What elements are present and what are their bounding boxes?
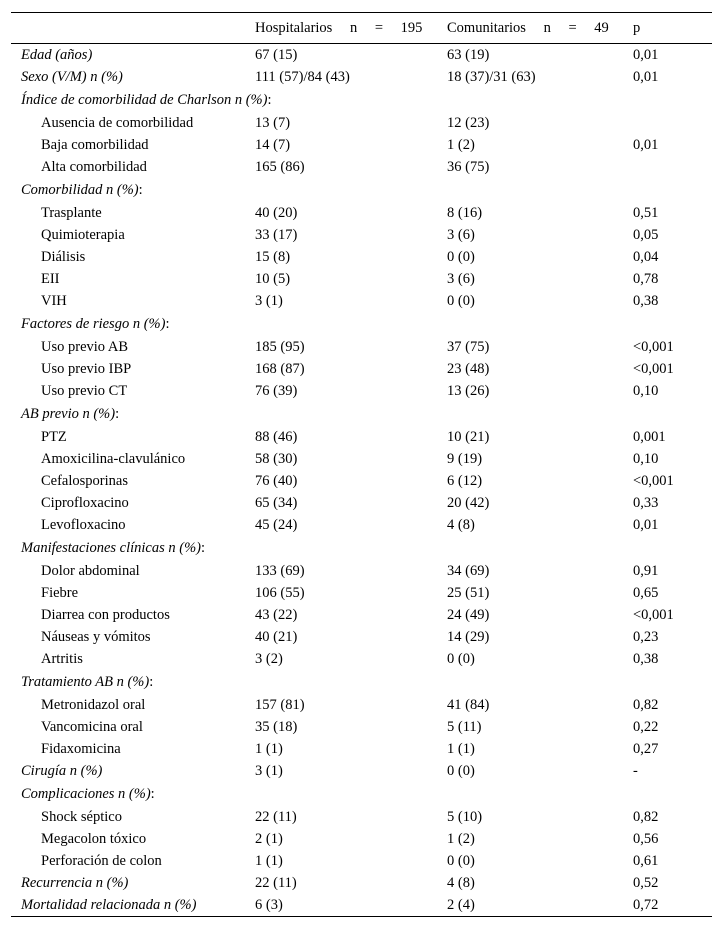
community-value: 5 (11) xyxy=(447,718,482,735)
table-row xyxy=(11,402,712,426)
row-label-italic: Comorbilidad n (%) xyxy=(21,181,139,198)
row-label xyxy=(11,894,247,917)
hospital-value: 45 (24) xyxy=(255,516,298,533)
community-value: 0 (0) xyxy=(447,248,475,265)
community-value: 10 (21) xyxy=(447,428,490,445)
row-sublabel: Fidaxomicina xyxy=(41,740,121,757)
community-value: 0 (0) xyxy=(447,292,475,309)
table-row xyxy=(11,312,712,336)
p-value: 0,72 xyxy=(633,896,659,913)
hospital-value: 33 (17) xyxy=(255,226,298,243)
community-value xyxy=(439,312,625,336)
table-row xyxy=(11,850,712,872)
header-empty xyxy=(11,13,247,44)
p-value xyxy=(625,402,712,426)
hospital-value xyxy=(247,402,439,426)
community-value: 1 (1) xyxy=(447,740,475,757)
table-row xyxy=(11,66,712,88)
row-sublabel: Fiebre xyxy=(41,584,79,601)
table-row xyxy=(11,290,712,312)
community-value: 0 (0) xyxy=(447,852,475,869)
community-value: 23 (48) xyxy=(447,360,490,377)
table-row xyxy=(11,426,712,448)
row-label-italic: Recurrencia n (%) xyxy=(21,874,129,891)
p-value: 0,91 xyxy=(633,562,659,579)
header-comunitarios: Comunitarios n = 49 xyxy=(447,19,609,36)
table-row xyxy=(11,380,712,402)
table-row xyxy=(11,604,712,626)
row-sublabel: Shock séptico xyxy=(41,808,122,825)
p-value: 0,82 xyxy=(633,696,659,713)
p-value: <0,001 xyxy=(633,472,674,489)
p-value: 0,01 xyxy=(633,46,659,63)
row-label-italic: Sexo (V/M) n (%) xyxy=(21,68,123,85)
hospital-value: 3 (1) xyxy=(255,762,283,779)
p-value: 0,001 xyxy=(633,428,666,445)
row-label xyxy=(11,782,247,806)
table-row xyxy=(11,514,712,536)
p-value xyxy=(625,112,712,134)
header-row xyxy=(11,13,712,44)
p-value: 0,56 xyxy=(633,830,659,847)
row-sublabel: Náuseas y vómitos xyxy=(41,628,151,645)
row-sublabel: Uso previo AB xyxy=(41,338,128,355)
community-value xyxy=(439,670,625,694)
hospital-value: 14 (7) xyxy=(255,136,291,153)
p-value: 0,33 xyxy=(633,494,659,511)
community-value: 14 (29) xyxy=(447,628,490,645)
table-row xyxy=(11,806,712,828)
comparison-table xyxy=(11,12,712,917)
row-sublabel: Megacolon tóxico xyxy=(41,830,147,847)
hospital-value: 22 (11) xyxy=(255,874,297,891)
row-label-suffix: : xyxy=(165,315,170,332)
table-row xyxy=(11,716,712,738)
p-value xyxy=(625,178,712,202)
table-row xyxy=(11,44,712,67)
row-sublabel: Levofloxacino xyxy=(41,516,126,533)
table-header xyxy=(11,13,712,44)
p-value xyxy=(625,88,712,112)
table-row xyxy=(11,782,712,806)
row-label-suffix: : xyxy=(267,91,272,108)
row-label xyxy=(11,44,247,67)
p-value xyxy=(625,312,712,336)
row-label xyxy=(11,402,247,426)
p-value: 0,22 xyxy=(633,718,659,735)
hospital-value: 65 (34) xyxy=(255,494,298,511)
row-sublabel: Diálisis xyxy=(41,248,86,265)
row-sublabel: Trasplante xyxy=(41,204,102,221)
row-label-italic: Tratamiento AB n (%) xyxy=(21,673,150,690)
table-row xyxy=(11,358,712,380)
row-sublabel: EII xyxy=(41,270,60,287)
row-label xyxy=(11,88,272,112)
table-row xyxy=(11,738,712,760)
hospital-value: 1 (1) xyxy=(255,740,283,757)
row-sublabel: Metronidazol oral xyxy=(41,696,146,713)
hospital-value: 168 (87) xyxy=(255,360,305,377)
table-row xyxy=(11,760,712,782)
hospital-value: 40 (21) xyxy=(255,628,298,645)
row-label-suffix: : xyxy=(115,405,120,422)
table-row xyxy=(11,894,712,917)
row-label-italic: Cirugía n (%) xyxy=(21,762,103,779)
community-value: 13 (26) xyxy=(447,382,490,399)
p-value: 0,23 xyxy=(633,628,659,645)
hospital-value xyxy=(247,782,439,806)
community-value: 3 (6) xyxy=(447,226,475,243)
community-value xyxy=(439,782,625,806)
hospital-value: 35 (18) xyxy=(255,718,298,735)
hospital-value: 185 (95) xyxy=(255,338,305,355)
table-row xyxy=(11,536,712,560)
table-body xyxy=(11,44,712,917)
table-row xyxy=(11,202,712,224)
table-row xyxy=(11,246,712,268)
p-value: <0,001 xyxy=(633,360,674,377)
table-row xyxy=(11,560,712,582)
p-value xyxy=(625,782,712,806)
row-label-italic: Factores de riesgo n (%) xyxy=(21,315,166,332)
table-row xyxy=(11,648,712,670)
row-sublabel: Quimioterapia xyxy=(41,226,125,243)
hospital-value: 22 (11) xyxy=(255,808,297,825)
table-row xyxy=(11,178,712,202)
table-row xyxy=(11,694,712,716)
table-row xyxy=(11,670,712,694)
hospital-value xyxy=(247,670,439,694)
header-p-value: p xyxy=(633,19,641,36)
row-label xyxy=(11,178,247,202)
hospital-value: 10 (5) xyxy=(255,270,291,287)
hospital-value: 6 (3) xyxy=(255,896,283,913)
community-value: 36 (75) xyxy=(447,158,490,175)
hospital-value: 76 (39) xyxy=(255,382,298,399)
row-label-italic: Índice de comorbilidad de Charlson n (%) xyxy=(21,91,268,108)
p-value: 0,78 xyxy=(633,270,659,287)
row-sublabel: Ausencia de comorbilidad xyxy=(41,114,194,131)
p-value: 0,51 xyxy=(633,204,659,221)
community-value: 0 (0) xyxy=(447,650,475,667)
hospital-value: 106 (55) xyxy=(255,584,305,601)
community-value: 5 (10) xyxy=(447,808,483,825)
hospital-value: 157 (81) xyxy=(255,696,305,713)
row-label-suffix: : xyxy=(149,673,154,690)
row-sublabel: Uso previo IBP xyxy=(41,360,132,377)
table-row xyxy=(11,872,712,894)
row-sublabel: PTZ xyxy=(41,428,67,445)
community-value xyxy=(439,178,625,202)
hospital-value: 13 (7) xyxy=(255,114,291,131)
table-row xyxy=(11,268,712,290)
header-hospitalarios: Hospitalarios n = 195 xyxy=(255,19,423,36)
hospital-value: 2 (1) xyxy=(255,830,283,847)
row-sublabel: Baja comorbilidad xyxy=(41,136,149,153)
row-label xyxy=(11,312,247,336)
hospital-value: 40 (20) xyxy=(255,204,298,221)
p-value xyxy=(625,536,712,560)
community-value: 8 (16) xyxy=(447,204,483,221)
hospital-value xyxy=(247,312,439,336)
table-row xyxy=(11,112,712,134)
hospital-value: 133 (69) xyxy=(255,562,305,579)
community-value: 24 (49) xyxy=(447,606,490,623)
row-sublabel: Uso previo CT xyxy=(41,382,128,399)
hospital-value: 15 (8) xyxy=(255,248,291,265)
p-value: <0,001 xyxy=(633,606,674,623)
community-value: 63 (19) xyxy=(447,46,490,63)
hospital-value: 67 (15) xyxy=(255,46,298,63)
row-sublabel: Amoxicilina-clavulánico xyxy=(41,450,186,467)
row-sublabel: VIH xyxy=(41,292,67,309)
row-label-italic: Mortalidad relacionada n (%) xyxy=(21,896,197,913)
community-value: 1 (2) xyxy=(447,830,475,847)
community-value: 12 (23) xyxy=(447,114,490,131)
community-value: 2 (4) xyxy=(447,896,475,913)
table-row xyxy=(11,470,712,492)
hospital-value: 76 (40) xyxy=(255,472,298,489)
p-value: <0,001 xyxy=(633,338,674,355)
table-row xyxy=(11,828,712,850)
community-value: 18 (37)/31 (63) xyxy=(447,68,536,85)
p-value: 0,01 xyxy=(633,516,659,533)
community-value: 1 (2) xyxy=(447,136,475,153)
table-row xyxy=(11,582,712,604)
row-label-suffix: : xyxy=(201,539,206,556)
hospital-value xyxy=(247,178,439,202)
row-label-italic: Complicaciones n (%) xyxy=(21,785,151,802)
hospital-value: 1 (1) xyxy=(255,852,283,869)
p-value: 0,01 xyxy=(633,136,659,153)
community-value xyxy=(439,88,625,112)
community-value: 41 (84) xyxy=(447,696,490,713)
community-value: 25 (51) xyxy=(447,584,490,601)
p-value: 0,65 xyxy=(633,584,659,601)
hospital-value xyxy=(247,88,439,112)
row-label-italic: AB previo n (%) xyxy=(21,405,116,422)
p-value: 0,10 xyxy=(633,450,659,467)
community-value xyxy=(439,402,625,426)
table-row xyxy=(11,134,712,156)
row-label-suffix: : xyxy=(150,785,155,802)
hospital-value xyxy=(247,536,439,560)
p-value: 0,38 xyxy=(633,650,659,667)
table-row xyxy=(11,492,712,514)
table-row xyxy=(11,88,712,112)
p-value: 0,82 xyxy=(633,808,659,825)
table-row xyxy=(11,448,712,470)
hospital-value: 43 (22) xyxy=(255,606,298,623)
p-value: 0,10 xyxy=(633,382,659,399)
p-value: 0,04 xyxy=(633,248,659,265)
row-sublabel: Dolor abdominal xyxy=(41,562,140,579)
community-value: 37 (75) xyxy=(447,338,490,355)
hospital-value: 165 (86) xyxy=(255,158,305,175)
row-sublabel: Alta comorbilidad xyxy=(41,158,147,175)
p-value xyxy=(625,156,712,178)
table-row xyxy=(11,336,712,358)
community-value: 6 (12) xyxy=(447,472,483,489)
table-row xyxy=(11,626,712,648)
hospital-value: 3 (1) xyxy=(255,292,283,309)
community-value: 0 (0) xyxy=(447,762,475,779)
p-value: 0,52 xyxy=(633,874,659,891)
hospital-value: 111 (57)/84 (43) xyxy=(255,68,350,85)
row-label-italic: Manifestaciones clínicas n (%) xyxy=(21,539,201,556)
row-sublabel: Perforación de colon xyxy=(41,852,162,869)
p-value: 0,27 xyxy=(633,740,659,757)
p-value xyxy=(625,670,712,694)
row-label xyxy=(11,872,247,894)
community-value: 4 (8) xyxy=(447,516,475,533)
hospital-value: 88 (46) xyxy=(255,428,298,445)
row-sublabel: Artritis xyxy=(41,650,83,667)
row-label-suffix: : xyxy=(138,181,143,198)
hospital-value: 58 (30) xyxy=(255,450,298,467)
community-value xyxy=(439,536,625,560)
row-label xyxy=(11,536,247,560)
community-value: 20 (42) xyxy=(447,494,490,511)
table-row xyxy=(11,156,712,178)
comparison-table-container xyxy=(11,12,712,917)
community-value: 4 (8) xyxy=(447,874,475,891)
row-sublabel: Ciprofloxacino xyxy=(41,494,129,511)
p-value: 0,38 xyxy=(633,292,659,309)
p-value: 0,61 xyxy=(633,852,659,869)
p-value: 0,01 xyxy=(633,68,659,85)
row-sublabel: Cefalosporinas xyxy=(41,472,128,489)
p-value: 0,05 xyxy=(633,226,659,243)
row-sublabel: Diarrea con productos xyxy=(41,606,170,623)
table-row xyxy=(11,224,712,246)
community-value: 9 (19) xyxy=(447,450,483,467)
hospital-value: 3 (2) xyxy=(255,650,283,667)
row-sublabel: Vancomicina oral xyxy=(41,718,143,735)
community-value: 3 (6) xyxy=(447,270,475,287)
row-label xyxy=(11,760,247,782)
community-value: 34 (69) xyxy=(447,562,490,579)
p-value: - xyxy=(633,762,638,779)
row-label xyxy=(11,66,247,88)
row-label-italic: Edad (años) xyxy=(21,46,93,63)
row-label xyxy=(11,670,247,694)
